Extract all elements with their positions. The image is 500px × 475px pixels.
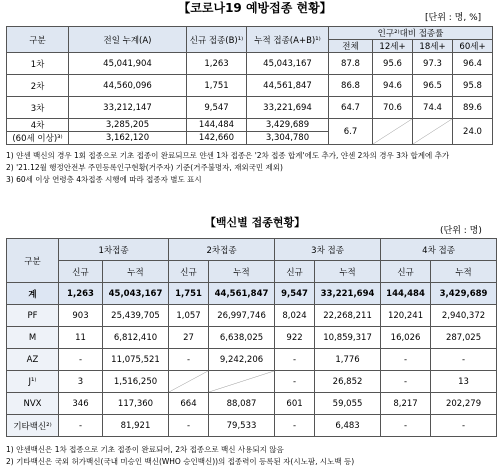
cell-cum: 26,997,746	[209, 305, 275, 327]
cell-60: 89.6	[453, 97, 493, 119]
cell-60: 24.0	[453, 119, 493, 145]
table-row	[7, 97, 493, 119]
cell-cum: 6,483	[315, 415, 381, 437]
header-cum: 누적	[209, 261, 275, 283]
header-12: 12세+	[373, 40, 413, 53]
cell-cum: 33,221,694	[315, 283, 381, 305]
cell-cum: 81,921	[103, 415, 169, 437]
note: 3) 60세 이상 연령층 4차접종 시행에 따라 접종자 별도 표시	[6, 175, 202, 184]
cell-new: 1,751	[187, 75, 247, 97]
row-label: 3차	[7, 97, 69, 119]
cell-all: 87.8	[329, 53, 373, 75]
cell-new: 3	[59, 371, 103, 393]
cell-12: 70.6	[373, 97, 413, 119]
header-dose3: 3차 접종	[275, 239, 381, 261]
cell-all: 86.8	[329, 75, 373, 97]
cell-new: 601	[275, 393, 315, 415]
cell-cum: 26,852	[315, 371, 381, 393]
cell-12-empty	[373, 119, 413, 145]
cell-new: 9,547	[187, 97, 247, 119]
table2-notes	[6, 444, 496, 468]
cell-cum: 3,429,689	[247, 119, 329, 132]
header-new: 신규 접종(B)¹⁾	[187, 27, 247, 53]
header-cum: 누적	[315, 261, 381, 283]
cell-cum: 22,268,211	[315, 305, 381, 327]
cell-cum: 45,043,167	[103, 283, 169, 305]
cell-new: 16,026	[381, 327, 431, 349]
cell-cum: -	[431, 415, 497, 437]
header-pop-rate: 인구²⁾대비 접종률	[329, 27, 493, 40]
table2-unit: (단위 : 명)	[440, 226, 482, 236]
cell-new: 1,263	[59, 283, 103, 305]
cell-cum-sub: 3,304,780	[247, 132, 329, 145]
cell-cum: 13	[431, 371, 497, 393]
cell-prev: 44,560,096	[69, 75, 187, 97]
cell-new: 346	[59, 393, 103, 415]
vaccine-type-table	[6, 238, 497, 437]
cell-new: 120,241	[381, 305, 431, 327]
row-label: 2차	[7, 75, 69, 97]
header-new: 신규	[169, 261, 209, 283]
cell-new: 9,547	[275, 283, 315, 305]
row-label: 기타백신²⁾	[7, 415, 59, 437]
cell-cum: 6,812,410	[103, 327, 169, 349]
cell-cum: 3,429,689	[431, 283, 497, 305]
table-row	[7, 305, 497, 327]
header-dose1: 1차접종	[59, 239, 169, 261]
cell-new: 8,217	[381, 393, 431, 415]
table-row	[7, 349, 497, 371]
table-row	[7, 119, 493, 132]
cell-18: 74.4	[413, 97, 453, 119]
cell-prev-sub: 3,162,120	[69, 132, 187, 145]
table-row	[7, 75, 493, 97]
cell-cum: 202,279	[431, 393, 497, 415]
cell-prev: 3,285,205	[69, 119, 187, 132]
cell-new: 664	[169, 393, 209, 415]
row-label: NVX	[7, 393, 59, 415]
header-gubun: 구분	[7, 27, 69, 53]
header-18: 18세+	[413, 40, 453, 53]
cell-cum: 44,561,847	[247, 75, 329, 97]
cell-all: 64.7	[329, 97, 373, 119]
cell-new: -	[381, 371, 431, 393]
header-new: 신규	[381, 261, 431, 283]
cell-cum: 59,055	[315, 393, 381, 415]
cell-cum: 45,043,167	[247, 53, 329, 75]
table2-title: 【백신별 접종현황】	[204, 216, 306, 229]
row-label: M	[7, 327, 59, 349]
note: 1) 얀센백신은 1차 접종으로 기초 접종이 완료되어, 2차 접종으로 백신 사용되지 않음	[6, 445, 284, 454]
cell-cum: 44,561,847	[209, 283, 275, 305]
cell-cum: 79,533	[209, 415, 275, 437]
header-prev: 전일 누계(A)	[69, 27, 187, 53]
total-row	[7, 283, 497, 305]
header-cum: 누적 접종(A+B)¹⁾	[247, 27, 329, 53]
cell-12: 94.6	[373, 75, 413, 97]
cell-cum: 117,360	[103, 393, 169, 415]
cell-new: 1,263	[187, 53, 247, 75]
table1-unit: [단위 : 명, %]	[425, 13, 482, 23]
table1-notes	[6, 150, 496, 186]
table-row	[7, 393, 497, 415]
row-sublabel: (60세 이상)³⁾	[7, 132, 69, 145]
cell-cum: 25,439,705	[103, 305, 169, 327]
cell-60: 95.8	[453, 75, 493, 97]
header-cum: 누적	[431, 261, 497, 283]
cell-18: 96.5	[413, 75, 453, 97]
cell-new: 144,484	[381, 283, 431, 305]
vaccination-status-table	[6, 26, 493, 145]
table-row	[7, 415, 497, 437]
header-all: 전체	[329, 40, 373, 53]
row-label: 계	[7, 283, 59, 305]
cell-new: 1,751	[169, 283, 209, 305]
cell-new-sub: 142,660	[187, 132, 247, 145]
header-dose2: 2차접종	[169, 239, 275, 261]
header-dose4: 4차 접종	[381, 239, 497, 261]
cell-12: 95.6	[373, 53, 413, 75]
cell-new: -	[275, 349, 315, 371]
cell-18: 97.3	[413, 53, 453, 75]
cell-cum: 287,025	[431, 327, 497, 349]
cell-new: 11	[59, 327, 103, 349]
header-new: 신규	[59, 261, 103, 283]
cell-cum: 1,776	[315, 349, 381, 371]
row-label: 1차	[7, 53, 69, 75]
cell-new: 27	[169, 327, 209, 349]
cell-new: 1,057	[169, 305, 209, 327]
cell-new: -	[59, 349, 103, 371]
row-label: AZ	[7, 349, 59, 371]
cell-new: -	[275, 371, 315, 393]
cell-cum: 88,087	[209, 393, 275, 415]
header-cum: 누적	[103, 261, 169, 283]
cell-empty	[209, 371, 275, 393]
cell-cum: 9,242,206	[209, 349, 275, 371]
cell-new: -	[381, 349, 431, 371]
header-gubun: 구분	[7, 239, 59, 283]
cell-60: 96.4	[453, 53, 493, 75]
cell-cum: 10,859,317	[315, 327, 381, 349]
header-60: 60세+	[453, 40, 493, 53]
cell-new: -	[275, 415, 315, 437]
cell-cum: 2,940,372	[431, 305, 497, 327]
row-label: 4차	[7, 119, 69, 132]
note: 2) 기타백신은 국외 허가백신(국내 미승인 백신(WHO 승인백신))의 접종력이 등록된 자(시노팜, 시노백 등)	[6, 457, 355, 466]
cell-prev: 33,212,147	[69, 97, 187, 119]
cell-cum: 11,075,521	[103, 349, 169, 371]
cell-new: 922	[275, 327, 315, 349]
cell-new: -	[59, 415, 103, 437]
table1-title: 【코로나19 예방접종 현황】	[178, 1, 332, 15]
cell-cum: 1,516,250	[103, 371, 169, 393]
cell-cum: 6,638,025	[209, 327, 275, 349]
note: 2) '21.12월 행정안전부 주민등록인구현황(거주자) 기준(거주불명자, 재외국민 제외)	[6, 163, 283, 172]
table-row	[7, 53, 493, 75]
cell-new: -	[169, 415, 209, 437]
row-label: J¹⁾	[7, 371, 59, 393]
note: 1) 얀센 백신의 경우 1회 접종으로 기초 접종이 완료되므로 얀센 1차 접종은 '2차 접종 합계'에도 추가, 얀센 2차의 경우 3차 합계에 추가	[6, 151, 450, 160]
table-row	[7, 371, 497, 393]
cell-cum: 33,221,694	[247, 97, 329, 119]
row-label: PF	[7, 305, 59, 327]
cell-cum: -	[431, 349, 497, 371]
cell-prev: 45,041,904	[69, 53, 187, 75]
cell-new: 144,484	[187, 119, 247, 132]
cell-new: 903	[59, 305, 103, 327]
cell-new: 8,024	[275, 305, 315, 327]
cell-new: -	[381, 415, 431, 437]
table-row	[7, 327, 497, 349]
cell-empty	[169, 371, 209, 393]
header-new: 신규	[275, 261, 315, 283]
cell-18-empty	[413, 119, 453, 145]
cell-new: -	[169, 349, 209, 371]
cell-all: 6.7	[329, 119, 373, 145]
